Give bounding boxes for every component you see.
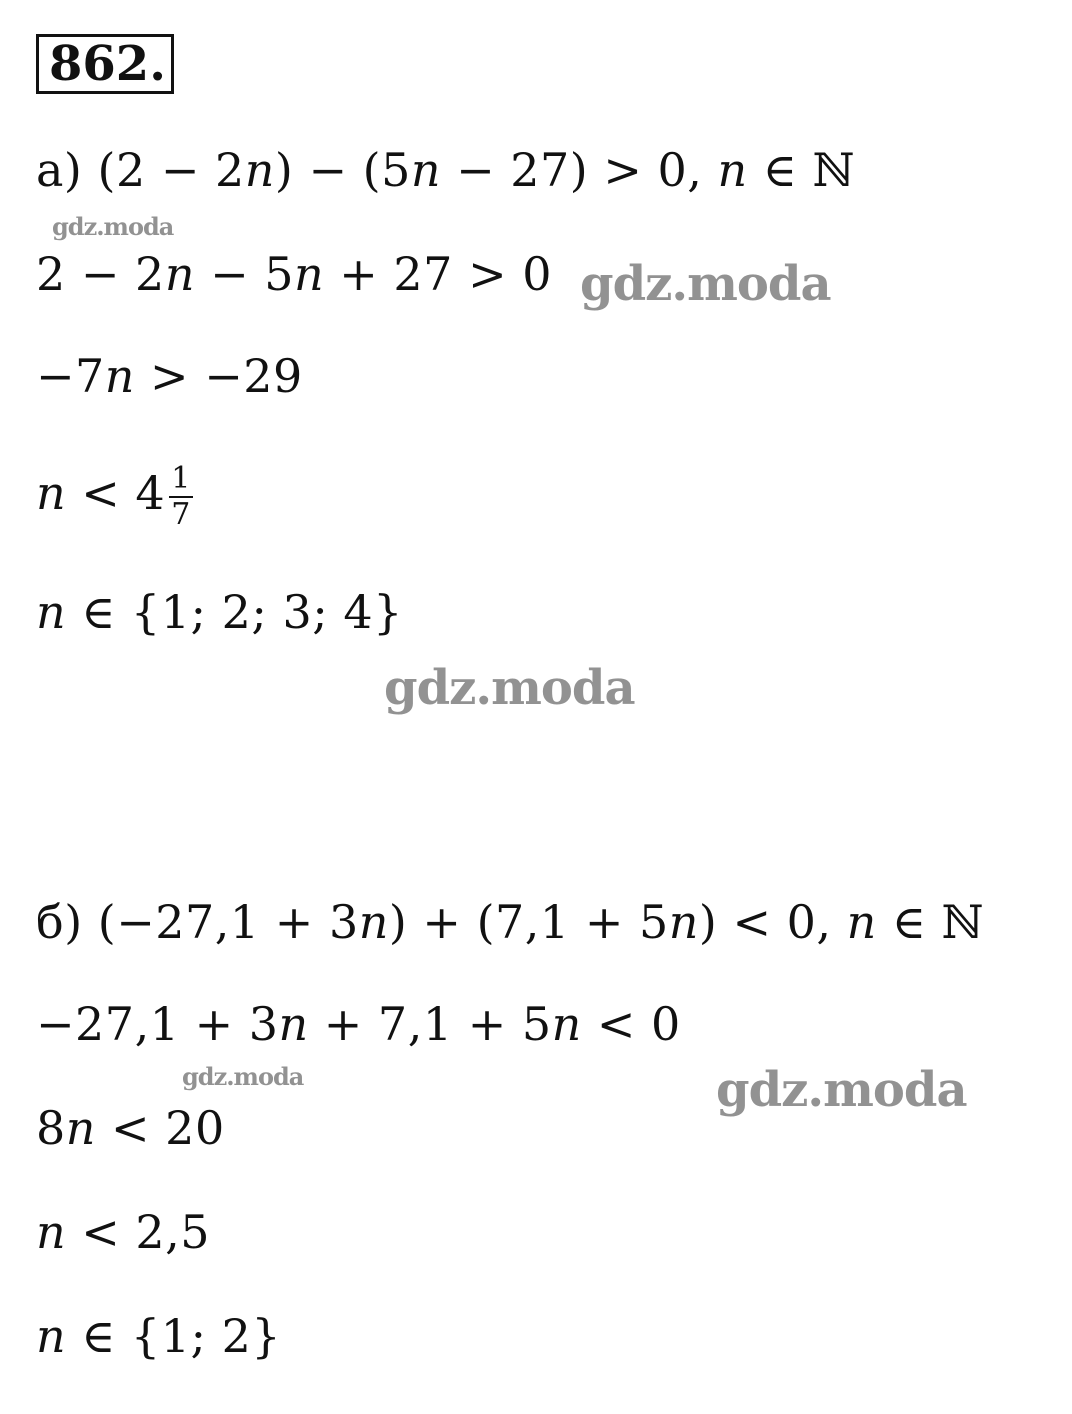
fraction-numerator: 1 — [171, 461, 191, 496]
part-b-line-4: 𝑛 < 2,5 — [36, 1205, 211, 1259]
part-a-line-4-main: 𝑛 < 4 — [36, 466, 166, 520]
part-a-line-2: 2 − 2𝑛 − 5𝑛 + 27 > 0 — [36, 247, 552, 301]
watermark: gdz.moda — [52, 212, 174, 241]
part-b-label: б) — [36, 895, 83, 949]
part-a-inequality: (2 − 2𝑛) − (5𝑛 − 27) > 0, 𝑛 ∈ ℕ — [97, 143, 855, 197]
watermark: gdz.moda — [580, 256, 831, 312]
part-b-line-1 — [36, 894, 984, 950]
part-a-line-1 — [36, 142, 855, 198]
part-b-line-5: 𝑛 ∈ {1; 2} — [36, 1309, 282, 1363]
part-b-inequality: (−27,1 + 3𝑛) + (7,1 + 5𝑛) < 0, 𝑛 ∈ ℕ — [97, 895, 985, 949]
fraction — [169, 462, 193, 532]
part-a-label: а) — [36, 143, 83, 197]
part-a-line-3: −7𝑛 > −29 — [36, 349, 303, 403]
part-a-line-4 — [36, 462, 193, 532]
watermark: gdz.moda — [182, 1062, 304, 1091]
part-a-line-5: 𝑛 ∈ {1; 2; 3; 4} — [36, 585, 403, 639]
problem-number: 862. — [36, 34, 174, 94]
fraction-denominator: 7 — [171, 497, 191, 532]
part-b-line-3: 8𝑛 < 20 — [36, 1101, 225, 1155]
watermark: gdz.moda — [384, 660, 635, 716]
watermark: gdz.moda — [716, 1062, 967, 1118]
part-b-line-2: −27,1 + 3𝑛 + 7,1 + 5𝑛 < 0 — [36, 997, 681, 1051]
